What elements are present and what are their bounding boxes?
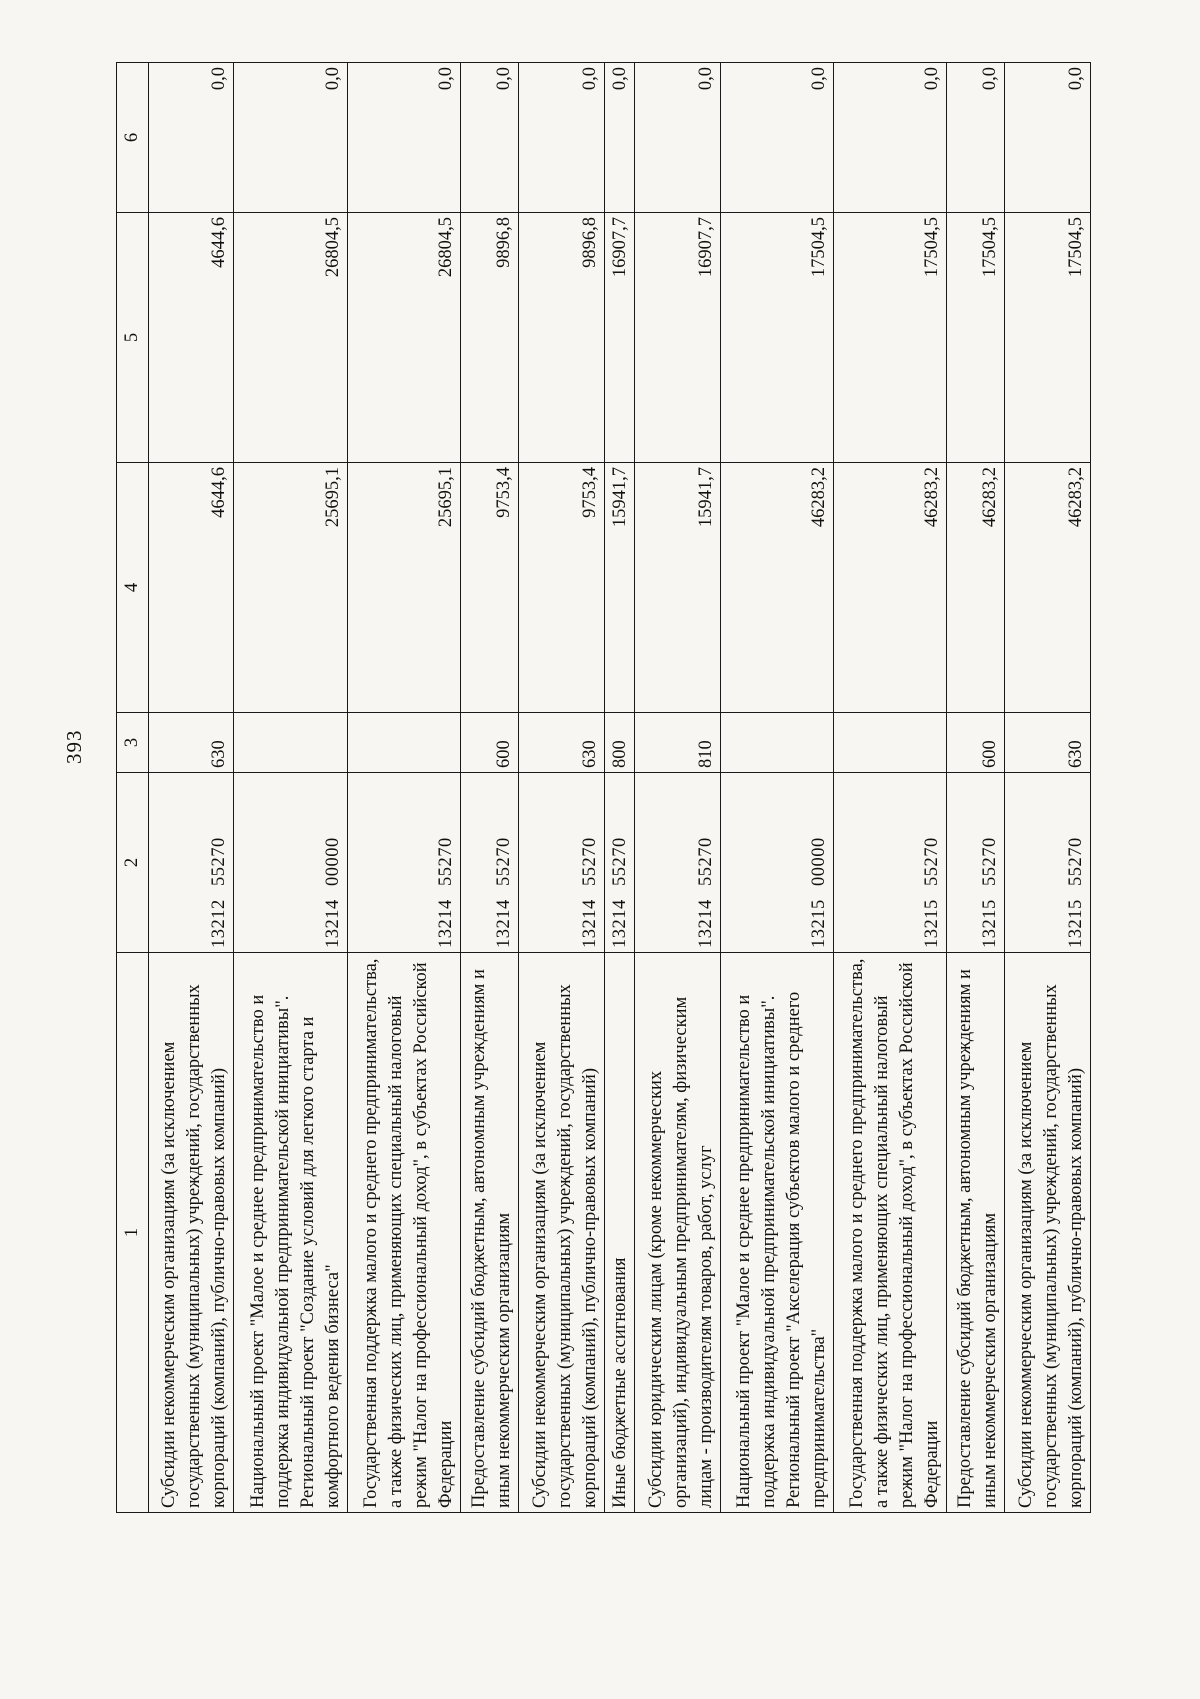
row-code bbox=[947, 773, 1005, 953]
row-value-col4: 4644,6 bbox=[148, 463, 234, 713]
row-value-col5: 17504,5 bbox=[833, 213, 946, 463]
code-direction: 00000 bbox=[322, 837, 343, 886]
row-value-col5: 16907,7 bbox=[635, 213, 721, 463]
table-row bbox=[720, 63, 833, 1513]
row-value-col4: 46283,2 bbox=[720, 463, 833, 713]
row-description: Субсидии некоммерческим организациям (за исключением государственных (муниципальных) учреждений, государственных корпораций (компаний), публично-правовых компаний) bbox=[518, 953, 604, 1513]
code-direction: 55270 bbox=[922, 837, 943, 886]
code-section: 13215 bbox=[980, 899, 1001, 948]
row-description: Государственная поддержка малого и среднего предпринимательства, а также физических лиц, применяющих специальный налоговый режим "Налог на профессиональный доход", в субъектах Российской Федерации bbox=[833, 953, 946, 1513]
code-direction: 00000 bbox=[808, 837, 829, 886]
budget-table-frame bbox=[116, 63, 1091, 1513]
row-value-col4: 9753,4 bbox=[518, 463, 604, 713]
column-header: 4 bbox=[117, 463, 149, 713]
code-direction: 55270 bbox=[1066, 837, 1086, 886]
row-value-col4: 46283,2 bbox=[1005, 463, 1091, 713]
code-section: 13215 bbox=[808, 899, 829, 948]
row-value-col5: 26804,5 bbox=[347, 213, 460, 463]
code-section: 13214 bbox=[695, 899, 716, 948]
row-code bbox=[1005, 773, 1091, 953]
row-description: Субсидии некоммерческим организациям (за исключением государственных (муниципальных) учреждений, государственных корпораций (компаний), публично-правовых компаний) bbox=[148, 953, 234, 1513]
row-expense-type bbox=[234, 713, 347, 773]
row-expense-type: 630 bbox=[518, 713, 604, 773]
row-value-col6: 0,0 bbox=[720, 63, 833, 213]
row-value-col6: 0,0 bbox=[604, 63, 635, 213]
row-expense-type: 810 bbox=[635, 713, 721, 773]
code-section: 13215 bbox=[1066, 899, 1086, 948]
row-code bbox=[234, 773, 347, 953]
code-section: 13214 bbox=[435, 899, 456, 948]
row-description: Национальный проект "Малое и среднее предпринимательство и поддержка индивидуальной предпринимательской инициативы". Региональный проект "Акселерация субъектов малого и среднего предпринимательства" bbox=[720, 953, 833, 1513]
page-number: 393 bbox=[62, 729, 86, 764]
row-expense-type: 630 bbox=[148, 713, 234, 773]
table-row bbox=[635, 63, 721, 1513]
row-code bbox=[604, 773, 635, 953]
row-expense-type bbox=[833, 713, 946, 773]
row-description: Государственная поддержка малого и среднего предпринимательства, а также физических лиц, применяющих специальный налоговый режим "Налог на профессиональный доход", в субъектах Российской Федерации bbox=[347, 953, 460, 1513]
code-direction: 55270 bbox=[435, 837, 456, 886]
row-value-col5: 9896,8 bbox=[460, 213, 518, 463]
code-direction: 55270 bbox=[980, 837, 1001, 886]
row-expense-type bbox=[347, 713, 460, 773]
row-value-col6: 0,0 bbox=[347, 63, 460, 213]
table-row bbox=[234, 63, 347, 1513]
row-value-col4: 25695,1 bbox=[347, 463, 460, 713]
row-expense-type: 600 bbox=[947, 713, 1005, 773]
row-value-col6: 0,0 bbox=[460, 63, 518, 213]
table-body bbox=[117, 63, 1091, 1513]
table-row bbox=[833, 63, 946, 1513]
row-description: Иные бюджетные ассигнования bbox=[604, 953, 635, 1513]
column-header: 2 bbox=[117, 773, 149, 953]
row-code bbox=[148, 773, 234, 953]
row-value-col4: 9753,4 bbox=[460, 463, 518, 713]
row-value-col5: 16907,7 bbox=[604, 213, 635, 463]
row-value-col6: 0,0 bbox=[234, 63, 347, 213]
column-header: 3 bbox=[117, 713, 149, 773]
budget-table bbox=[116, 62, 1091, 1513]
table-row bbox=[460, 63, 518, 1513]
row-value-col6: 0,0 bbox=[148, 63, 234, 213]
row-value-col5: 17504,5 bbox=[947, 213, 1005, 463]
code-direction: 55270 bbox=[610, 837, 631, 886]
row-value-col5: 4644,6 bbox=[148, 213, 234, 463]
row-value-col5: 9896,8 bbox=[518, 213, 604, 463]
code-section: 13214 bbox=[322, 899, 343, 948]
row-expense-type bbox=[720, 713, 833, 773]
row-description: Предоставление субсидий бюджетным, автономным учреждениям и иным некоммерческим организациям bbox=[947, 953, 1005, 1513]
table-row bbox=[947, 63, 1005, 1513]
row-value-col4: 15941,7 bbox=[604, 463, 635, 713]
table-row bbox=[347, 63, 460, 1513]
row-description: Национальный проект "Малое и среднее предпринимательство и поддержка индивидуальной предпринимательской инициативы". Региональный проект "Создание условий для легкого старта и комфортного ведения бизнеса" bbox=[234, 953, 347, 1513]
row-value-col5: 17504,5 bbox=[1005, 213, 1091, 463]
row-value-col6: 0,0 bbox=[947, 63, 1005, 213]
row-value-col4: 46283,2 bbox=[833, 463, 946, 713]
row-value-col6: 0,0 bbox=[635, 63, 721, 213]
row-value-col4: 15941,7 bbox=[635, 463, 721, 713]
table-row bbox=[148, 63, 234, 1513]
row-value-col6: 0,0 bbox=[833, 63, 946, 213]
code-section: 13214 bbox=[610, 899, 631, 948]
code-section: 13214 bbox=[493, 899, 514, 948]
code-section: 13214 bbox=[579, 899, 600, 948]
table-row bbox=[518, 63, 604, 1513]
code-direction: 55270 bbox=[579, 837, 600, 886]
row-value-col4: 25695,1 bbox=[234, 463, 347, 713]
code-direction: 55270 bbox=[209, 837, 230, 886]
row-code bbox=[635, 773, 721, 953]
table-row bbox=[604, 63, 635, 1513]
row-value-col5: 26804,5 bbox=[234, 213, 347, 463]
column-header: 6 bbox=[117, 63, 149, 213]
table-row bbox=[1005, 63, 1091, 1513]
row-value-col4: 46283,2 bbox=[947, 463, 1005, 713]
row-code bbox=[518, 773, 604, 953]
column-header: 5 bbox=[117, 213, 149, 463]
row-description: Предоставление субсидий бюджетным, автономным учреждениям и иным некоммерческим организациям bbox=[460, 953, 518, 1513]
code-direction: 55270 bbox=[695, 837, 716, 886]
row-expense-type: 600 bbox=[460, 713, 518, 773]
row-expense-type: 800 bbox=[604, 713, 635, 773]
code-direction: 55270 bbox=[493, 837, 514, 886]
row-expense-type: 630 bbox=[1005, 713, 1091, 773]
row-description: Субсидии юридическим лицам (кроме некоммерческих организаций), индивидуальным предпринимателям, физическим лицам - производителям товаров, работ, услуг bbox=[635, 953, 721, 1513]
header-row bbox=[117, 63, 149, 1513]
column-header: 1 bbox=[117, 953, 149, 1513]
row-code bbox=[460, 773, 518, 953]
row-description: Субсидии некоммерческим организациям (за исключением государственных (муниципальных) учреждений, государственных корпораций (компаний), публично-правовых компаний) bbox=[1005, 953, 1091, 1513]
row-value-col6: 0,0 bbox=[1005, 63, 1091, 213]
row-code bbox=[347, 773, 460, 953]
row-code bbox=[833, 773, 946, 953]
code-section: 13212 bbox=[209, 899, 230, 948]
row-value-col6: 0,0 bbox=[518, 63, 604, 213]
code-section: 13215 bbox=[922, 899, 943, 948]
row-code bbox=[720, 773, 833, 953]
row-value-col5: 17504,5 bbox=[720, 213, 833, 463]
